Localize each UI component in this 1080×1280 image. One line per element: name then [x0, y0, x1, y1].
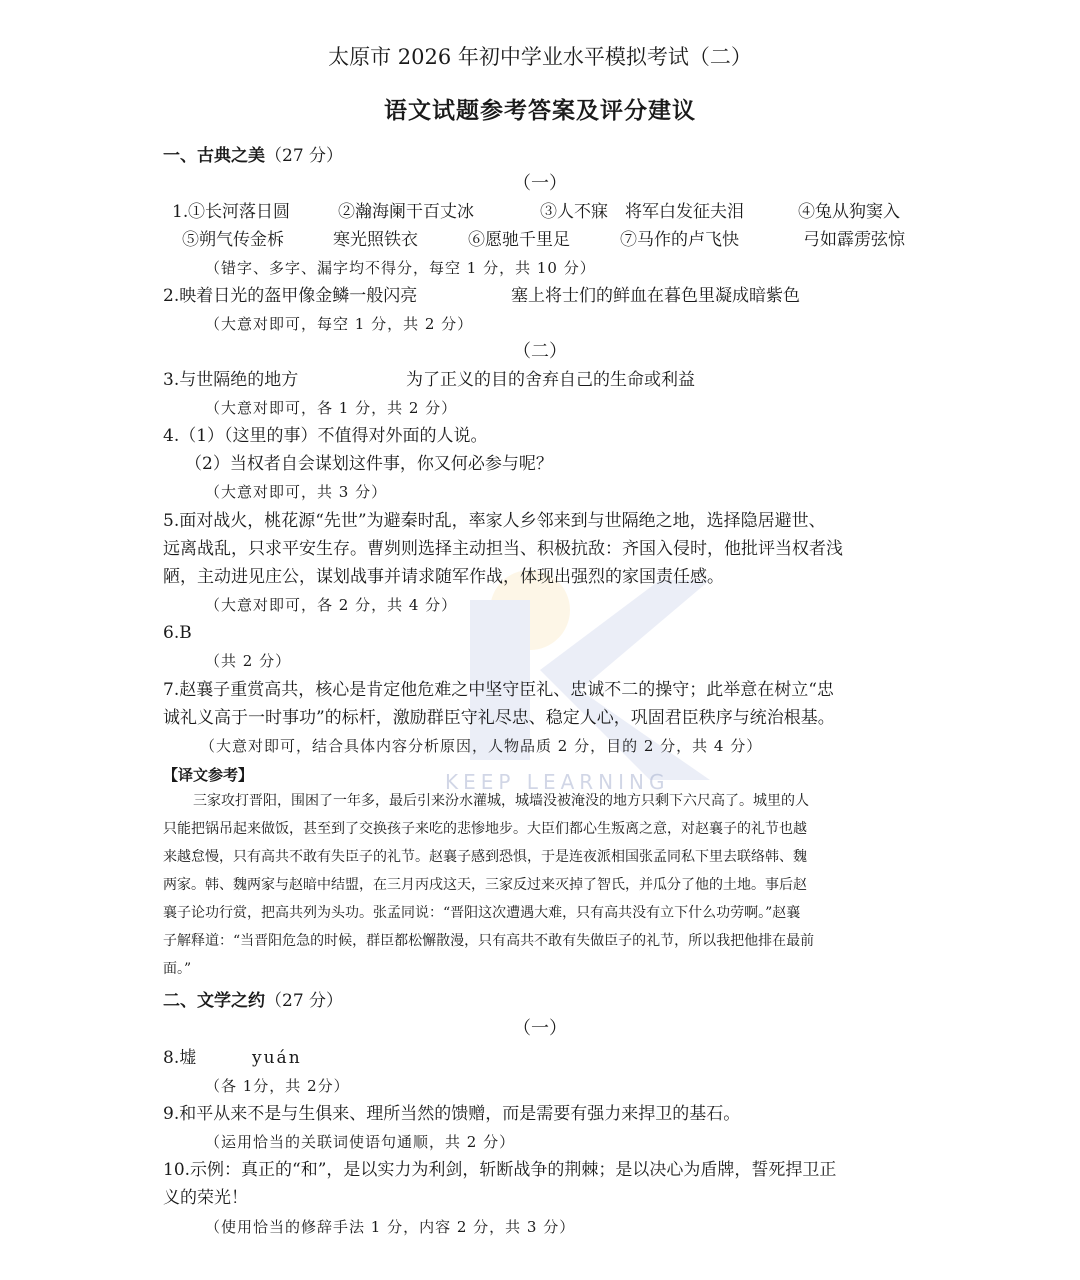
q7-answer-line: 诚礼义高于一时事功”的标杆，激励群臣守礼尽忠、稳定人心，巩固君臣秩序与统治根基。 [163, 708, 835, 728]
translation-line: 襄子论功行赏，把高共列为头功。张孟同说：“晋阳这次遭遇大难，只有高共没有立下什么功劳啊。”赵襄 [163, 905, 801, 921]
q10-answer-line: 义的荣光！ [163, 1188, 248, 1208]
q3-answer-a: 3.与世隔绝的地方 [163, 370, 299, 390]
translation-line: 三家攻打晋阳，围困了一年多，最后引来汾水灌城，城墙没被淹没的地方只剩下六尺高了。城里的人 [193, 793, 809, 809]
q9-scoring-note: （运用恰当的关联词使语句通顺，共 2 分） [205, 1133, 516, 1151]
section-1-part-2: （二） [513, 341, 567, 362]
q4-scoring-note: （大意对即可，共 3 分） [205, 483, 388, 501]
section-2-title: 二、文学之约 [163, 991, 265, 1011]
q9-answer: 9.和平从来不是与生俱来、理所当然的馈赠，而是需要有强力来捍卫的基石。 [163, 1104, 741, 1124]
q1-answer: ②瀚海阑干百丈冰 [338, 202, 474, 222]
q2-scoring-note: （大意对即可，每空 1 分，共 2 分） [205, 315, 474, 333]
q6-scoring-note: （共 2 分） [205, 652, 292, 670]
section-2-heading [163, 990, 343, 1012]
q7-scoring-note: （大意对即可，结合具体内容分析原因，人物品质 2 分，目的 2 分，共 4 分） [200, 737, 763, 755]
q1-answer: ⑥愿驰千里足 [468, 230, 570, 250]
q1-answer: ⑤朔气传金柝 [182, 230, 284, 250]
q7-answer-line: 7.赵襄子重赏高共，核心是肯定他危难之中坚守臣礼、忠诚不二的操守；此举意在树立“忠 [163, 680, 834, 700]
q2-answer-b: 塞上将士们的鲜血在暮色里凝成暗紫色 [511, 286, 800, 306]
translation-line: 来越怠慢，只有高共不敢有失臣子的礼节。赵襄子感到恐惧，于是连夜派相国张孟同私下里去联络韩、魏 [163, 849, 807, 865]
q1-answer: ④兔从狗窦入 [798, 202, 900, 222]
q4-answer-2: （2）当权者自会谋划这件事，你又何必参与呢？ [185, 454, 553, 474]
q8-scoring-note: （各 1分，共 2分） [205, 1077, 350, 1095]
q5-answer-line: 陋，主动进见庄公，谋划战事并请求随军作战，体现出强烈的家国责任感。 [163, 567, 724, 587]
section-2-part-1: （一） [513, 1018, 567, 1039]
q10-answer-line: 10.示例：真正的“和”，是以实力为利剑，斩断战争的荆棘；是以决心为盾牌，誓死捍卫正 [163, 1160, 837, 1180]
q5-answer-line: 5.面对战火，桃花源“先世”为避秦时乱，率家人乡邻来到与世隔绝之地，选择隐居避世、 [163, 511, 826, 531]
q1-answer: 弓如霹雳弦惊 [803, 230, 905, 250]
document-subtitle: 语文试题参考答案及评分建议 [384, 97, 696, 124]
q3-answer-b: 为了正义的目的舍弃自己的生命或利益 [406, 370, 695, 390]
section-1-part-1: （一） [513, 173, 567, 194]
q4-answer-1: 4.（1）（这里的事）不值得对外面的人说。 [163, 426, 488, 446]
q1-answer: 寒光照铁衣 [333, 230, 418, 250]
q8-answer-a: 8.墟 [163, 1048, 197, 1068]
translation-line: 两家。韩、魏两家与赵暗中结盟，在三月丙戌这天，三家反过来灭掉了智氏，并瓜分了他的土地。事后赵 [163, 877, 807, 893]
q3-scoring-note: （大意对即可，各 1 分，共 2 分） [205, 399, 458, 417]
q1-scoring-note: （错字、多字、漏字均不得分，每空 1 分，共 10 分） [205, 259, 596, 277]
q2-answer-a: 2.映着日光的盔甲像金鳞一般闪亮 [163, 286, 418, 306]
q5-scoring-note: （大意对即可，各 2 分，共 4 分） [205, 596, 458, 614]
q5-answer-line: 远离战乱，只求平安生存。曹刿则选择主动担当、积极抗敌：齐国入侵时，他批评当权者浅 [163, 539, 843, 559]
translation-line: 只能把锅吊起来做饭，甚至到了交换孩子来吃的悲惨地步。大臣们都心生叛离之意，对赵襄子的礼节也越 [163, 821, 807, 837]
q1-label: 1. [172, 202, 189, 222]
section-1-score: （27 分） [265, 146, 344, 166]
q6-answer: 6.B [163, 623, 192, 643]
section-1-title: 一、古典之美 [163, 146, 265, 166]
q10-scoring-note: （使用恰当的修辞手法 1 分，内容 2 分，共 3 分） [205, 1218, 576, 1236]
translation-heading: 【译文参考】 [163, 766, 254, 784]
section-2-score: （27 分） [265, 991, 344, 1011]
q8-answer-b: yuán [252, 1048, 302, 1068]
translation-line: 子解释道：“当晋阳危急的时候，群臣都松懈散漫，只有高共不敢有失做臣子的礼节，所以我把他排在最前 [163, 933, 815, 949]
watermark-text: KEEP LEARNING [445, 770, 670, 794]
section-1-heading [163, 145, 343, 167]
q1-answer: ⑦马作的卢飞快 [620, 230, 739, 250]
q1-answer: ③人不寐 将军白发征夫泪 [540, 202, 744, 222]
q1-answer: ①长河落日圆 [188, 202, 290, 222]
translation-line: 面。” [163, 961, 192, 977]
exam-title: 太原市 2026 年初中学业水平模拟考试（二） [328, 45, 752, 69]
